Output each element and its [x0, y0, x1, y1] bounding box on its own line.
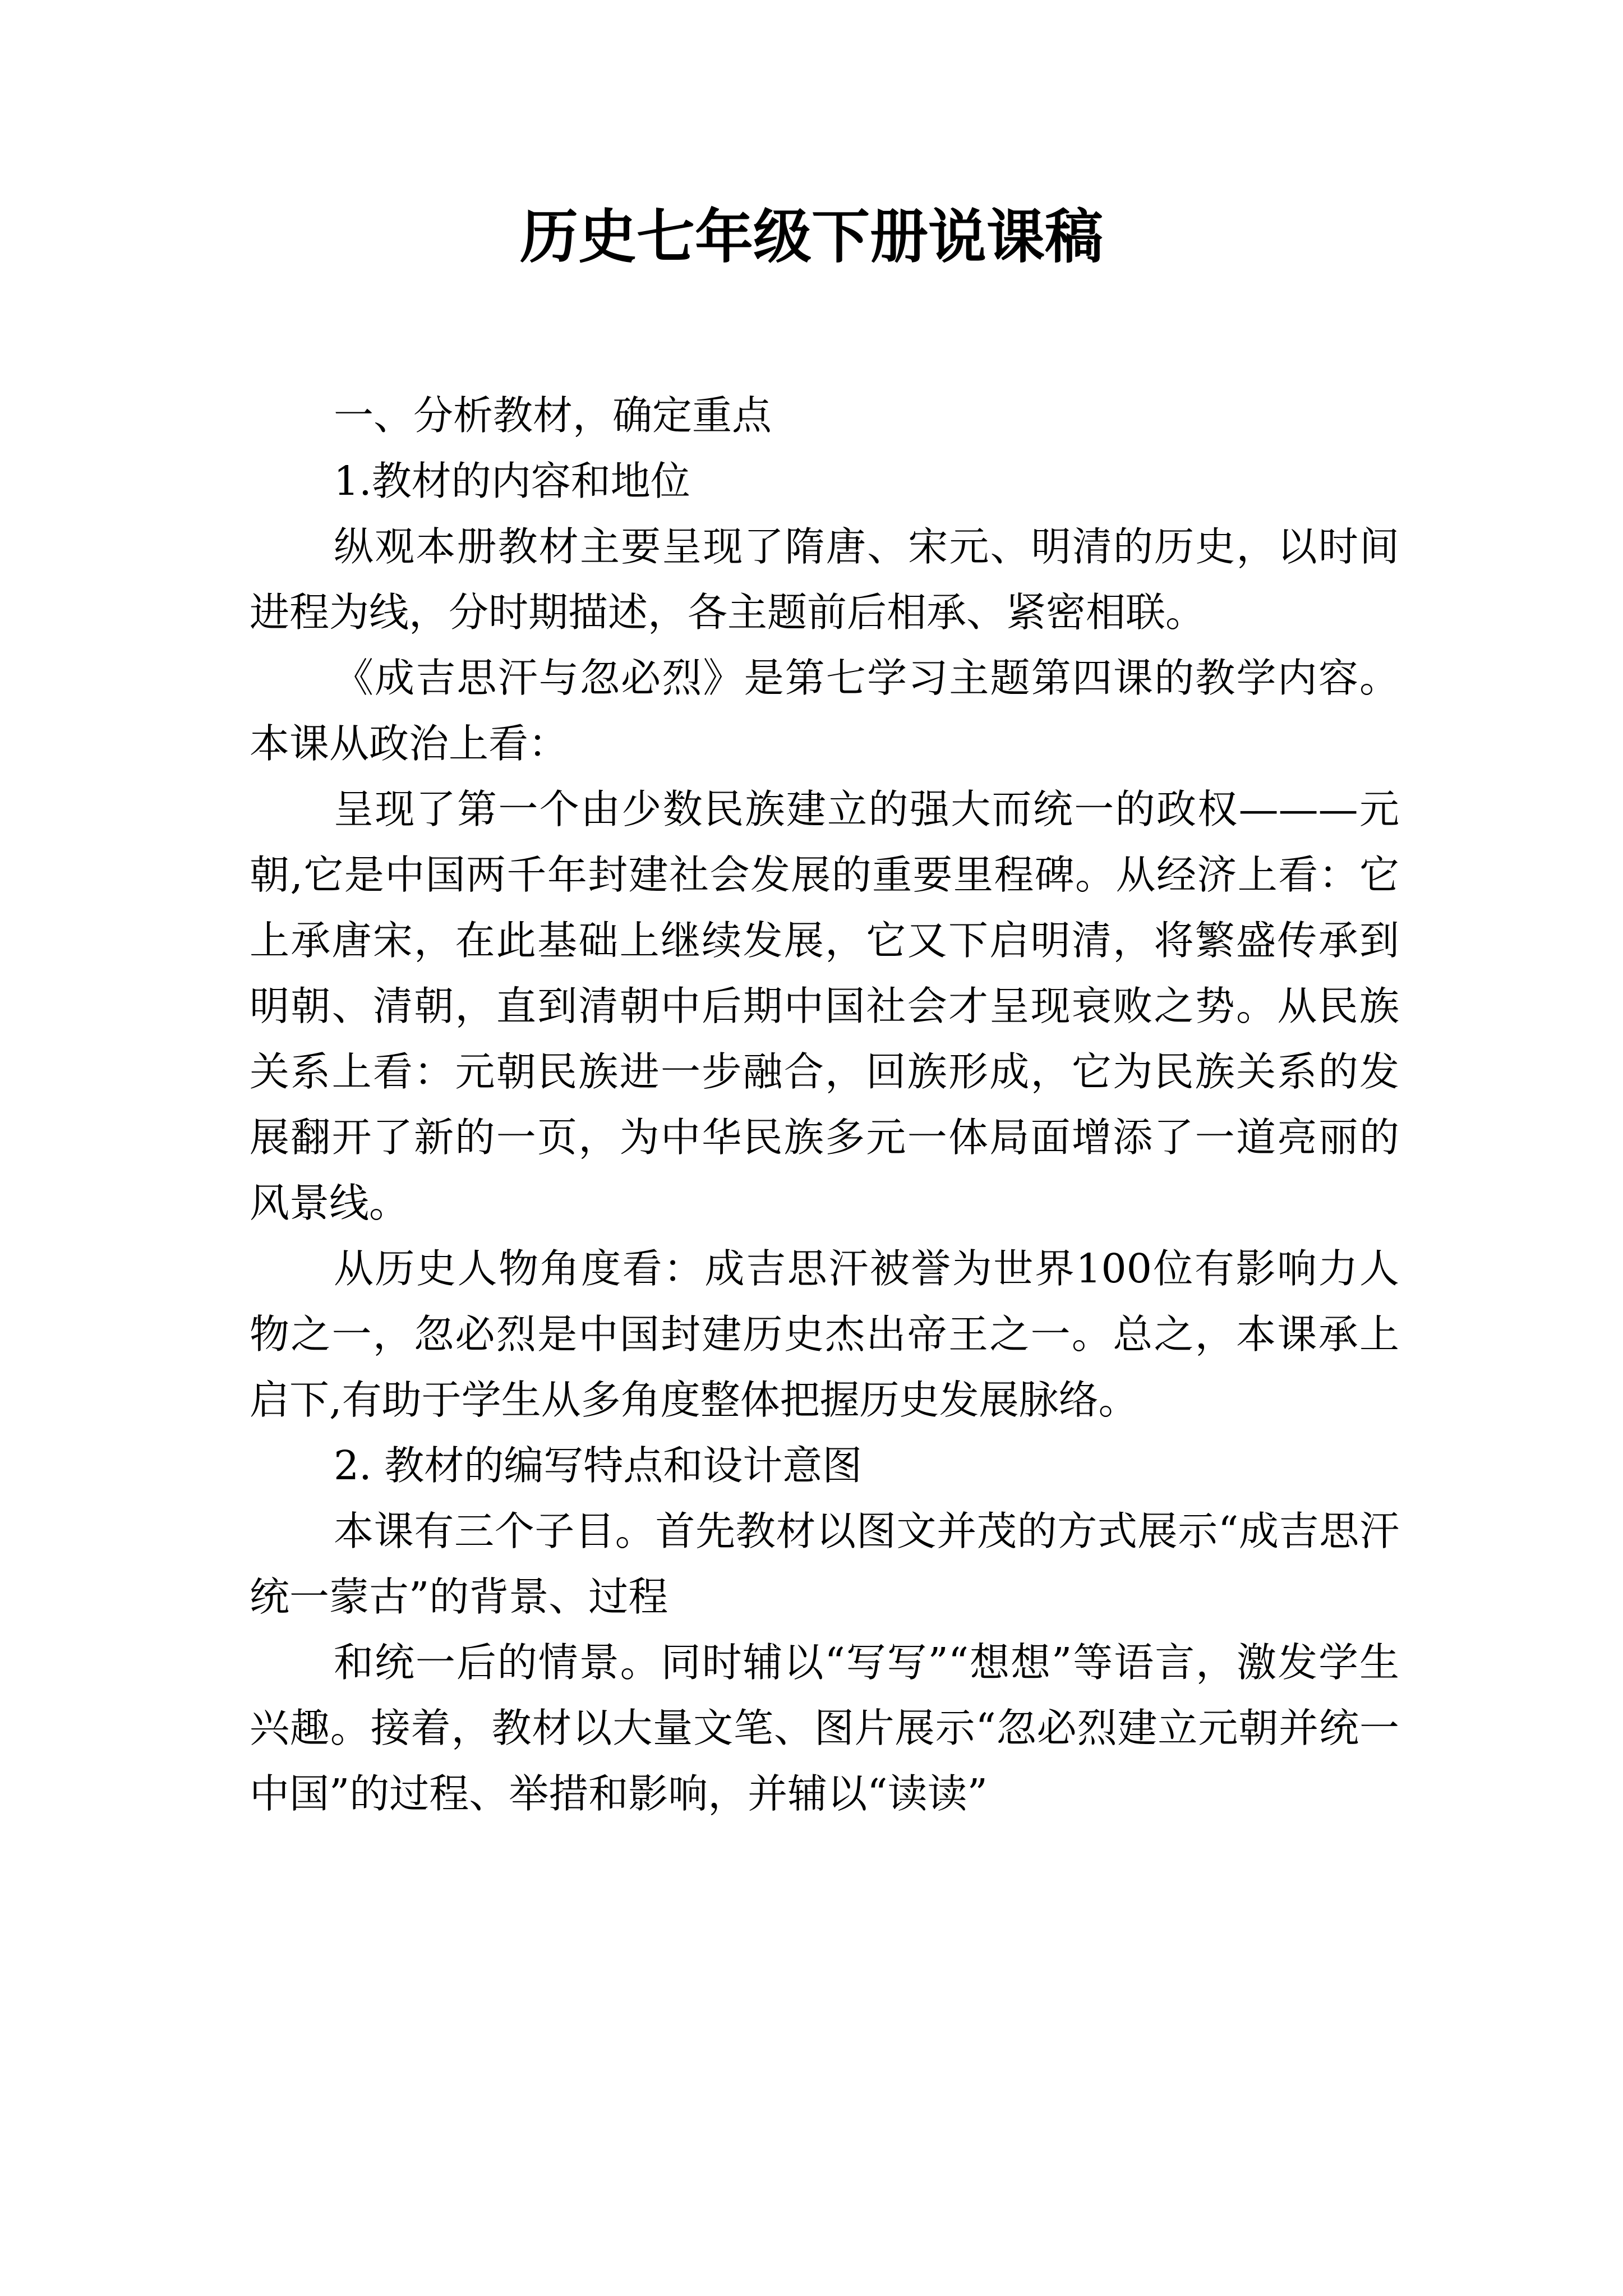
- paragraph-significance: 呈现了第一个由少数民族建立的强大而统一的政权———元朝,它是中国两千年封建社会发展的重要里程碑。从经济上看：它上承唐宋，在此基础上继续发展，它又下启明清，将繁盛传承到明朝、清朝，直到清朝中后期中国社会才呈现衰败之势。从民族关系上看：元朝民族进一步融合，回族形成，它为民族关系的发展翻开了新的一页，为中华民族多元一体局面增添了一道亮丽的风景线。: [250, 786, 1399, 1226]
- paragraph-overview: 纵观本册教材主要呈现了隋唐、宋元、明清的历史，以时间进程为线，分时期描述，各主题前后相承、紧密相联。: [250, 523, 1399, 636]
- document-body: [250, 383, 1399, 1826]
- document-title: 历史七年级下册说课稿: [519, 202, 1103, 271]
- paragraph-historical-figures: 从历史人物角度看：成吉思汗被誉为世界100位有影响力人物之一，忽必烈是中国封建历史杰出帝王之一。总之，本课承上启下,有助于学生从多角度整体把握历史发展脉络。: [250, 1245, 1399, 1423]
- subsection-heading-features: 2. 教材的编写特点和设计意图: [334, 1442, 863, 1489]
- subsection-heading-content: 1.教材的内容和地位: [334, 458, 690, 504]
- paragraph-continuation: 和统一后的情景。同时辅以“写写”“想想”等语言，激发学生兴趣。接着，教材以大量文笔、图片展示“忽必烈建立元朝并统一中国”的过程、举措和影响，并辅以“读读”: [250, 1639, 1399, 1817]
- section-heading-analysis: 一、分析教材，确定重点: [334, 392, 772, 439]
- paragraph-subsections: 本课有三个子目。首先教材以图文并茂的方式展示“成吉思汗统一蒙古”的背景、过程: [250, 1508, 1399, 1620]
- paragraph-lesson-intro: 《成吉思汗与忽必烈》是第七学习主题第四课的教学内容。本课从政治上看：: [250, 655, 1399, 767]
